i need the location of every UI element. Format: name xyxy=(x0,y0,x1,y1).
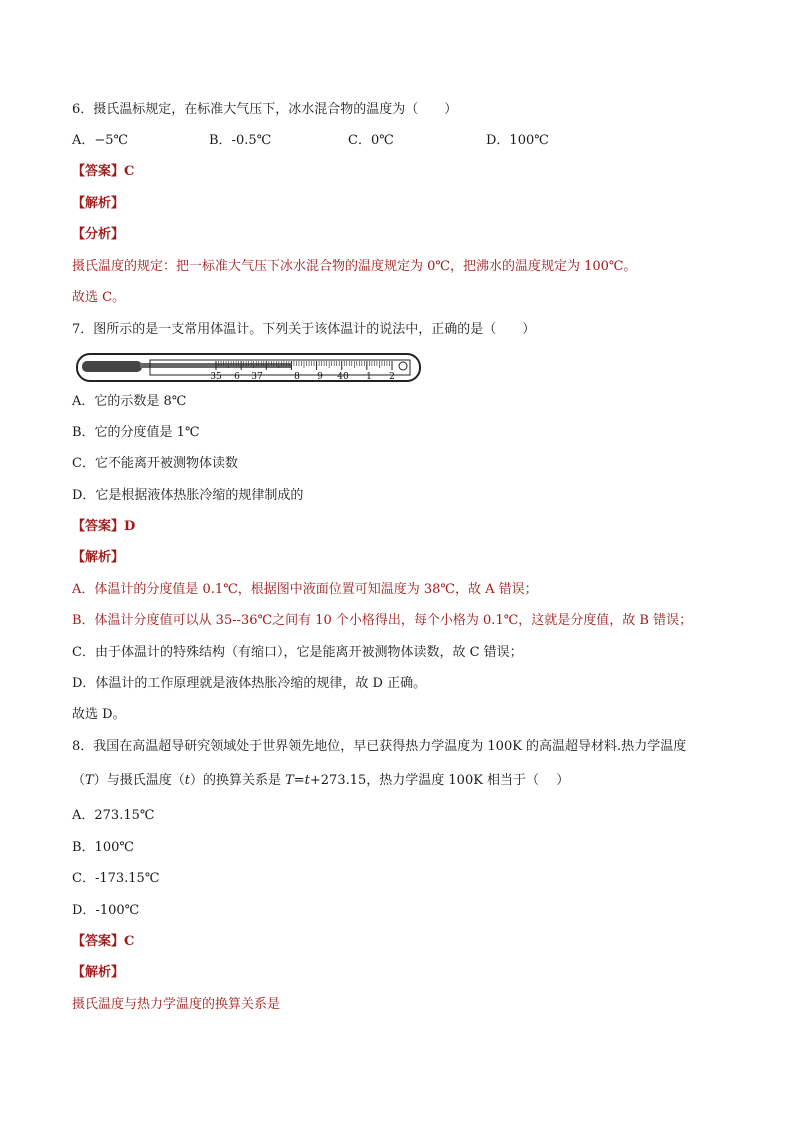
q7-conclusion: 故选 D。 xyxy=(72,707,126,722)
q8-stem-part-d: +273.15，热力学温度 100K 相当于（ ） xyxy=(309,773,570,788)
scale-label-40: 40 xyxy=(337,372,349,382)
scale-label-42: 2 xyxy=(389,372,395,382)
scale-label-36: 6 xyxy=(234,372,240,382)
q8-eq-T: T xyxy=(285,773,294,788)
q6-analysis-label: 【解析】 xyxy=(72,196,125,211)
q8-stem-line1: 8．我国在高温超导研究领域处于世界领先地位，早已获得热力学温度为 100K 的高温超导材料.热力学温度 xyxy=(72,739,687,754)
scale-label-38: 8 xyxy=(294,372,300,382)
thermometer-figure xyxy=(76,352,422,384)
q8-option-d: D．-100℃ xyxy=(72,903,140,918)
q8-symbol-t: t xyxy=(184,773,190,788)
q7-analysis-label: 【解析】 xyxy=(72,550,125,565)
q6-fenxi-label: 【分析】 xyxy=(72,227,125,242)
q6-explanation: 摄氏温度的规定：把一标准大气压下冰水混合物的温度规定为 0℃，把沸水的温度规定为 100℃。 xyxy=(72,259,637,274)
q8-eq-equals: = xyxy=(293,773,305,788)
q7-option-a: A．它的示数是 8℃ xyxy=(72,394,187,409)
q8-option-c: C．-173.15℃ xyxy=(72,871,160,886)
q7-explanation-d: D．体温计的工作原理就是液体热胀冷缩的规律，故 D 正确。 xyxy=(72,676,427,691)
q8-eq-t: t xyxy=(304,773,310,788)
q6-conclusion: 故选 C。 xyxy=(72,290,126,305)
q6-option-d: D．100℃ xyxy=(486,133,549,148)
thermometer-bulb xyxy=(82,361,142,372)
q6-option-c: C．0℃ xyxy=(348,133,394,148)
q7-explanation-c: C．由于体温计的特殊结构（有缩口），它是能离开被测物体读数，故 C 错误； xyxy=(72,645,523,660)
q8-stem-line2 xyxy=(72,772,569,790)
q8-explanation: 摄氏温度与热力学温度的换算关系是 xyxy=(72,997,281,1012)
scale-label-41: 1 xyxy=(366,372,372,382)
scale-label-39: 9 xyxy=(317,372,323,382)
q8-symbol-T: T xyxy=(85,773,94,788)
q7-option-b: B．它的分度值是 1℃ xyxy=(72,425,200,440)
q7-explanation-a: A．体温计的分度值是 0.1℃，根据图中液面位置可知温度为 38℃，故 A 错误； xyxy=(72,582,538,597)
q8-analysis-label: 【解析】 xyxy=(72,965,125,980)
scale-label-37: 37 xyxy=(251,372,263,382)
q8-stem-part-b: ）与摄氏温度（ xyxy=(93,773,185,788)
q8-stem-part-c: ）的换算关系是 xyxy=(189,773,286,788)
q7-answer: 【答案】D xyxy=(72,519,136,534)
q6-option-b: B．-0.5℃ xyxy=(209,133,272,148)
q7-option-d: D．它是根据液体热胀冷缩的规律制成的 xyxy=(72,488,304,503)
q7-explanation-b: B．体温计分度值可以从 35--36℃之间有 10 个小格得出，每个小格为 0.1℃，这就是分度值，故 B 错误； xyxy=(72,613,693,628)
q8-option-b: B．100℃ xyxy=(72,840,134,855)
q7-option-c: C．它不能离开被测物体读数 xyxy=(72,456,238,471)
q6-answer: 【答案】C xyxy=(72,164,135,179)
scale-label-35: 35 xyxy=(210,372,222,382)
q6-option-a: A．−5℃ xyxy=(72,133,129,148)
q8-option-a: A．273.15℃ xyxy=(72,808,155,823)
q7-stem: 7．图所示的是一支常用体温计。下列关于该体温计的说法中，正确的是（ ） xyxy=(72,322,536,337)
q6-options xyxy=(72,132,672,150)
q6-stem: 6．摄氏温标规定，在标准大气压下，冰水混合物的温度为（ ） xyxy=(72,102,458,117)
q8-stem-part-a: （ xyxy=(72,773,86,788)
q8-answer: 【答案】C xyxy=(72,934,135,949)
